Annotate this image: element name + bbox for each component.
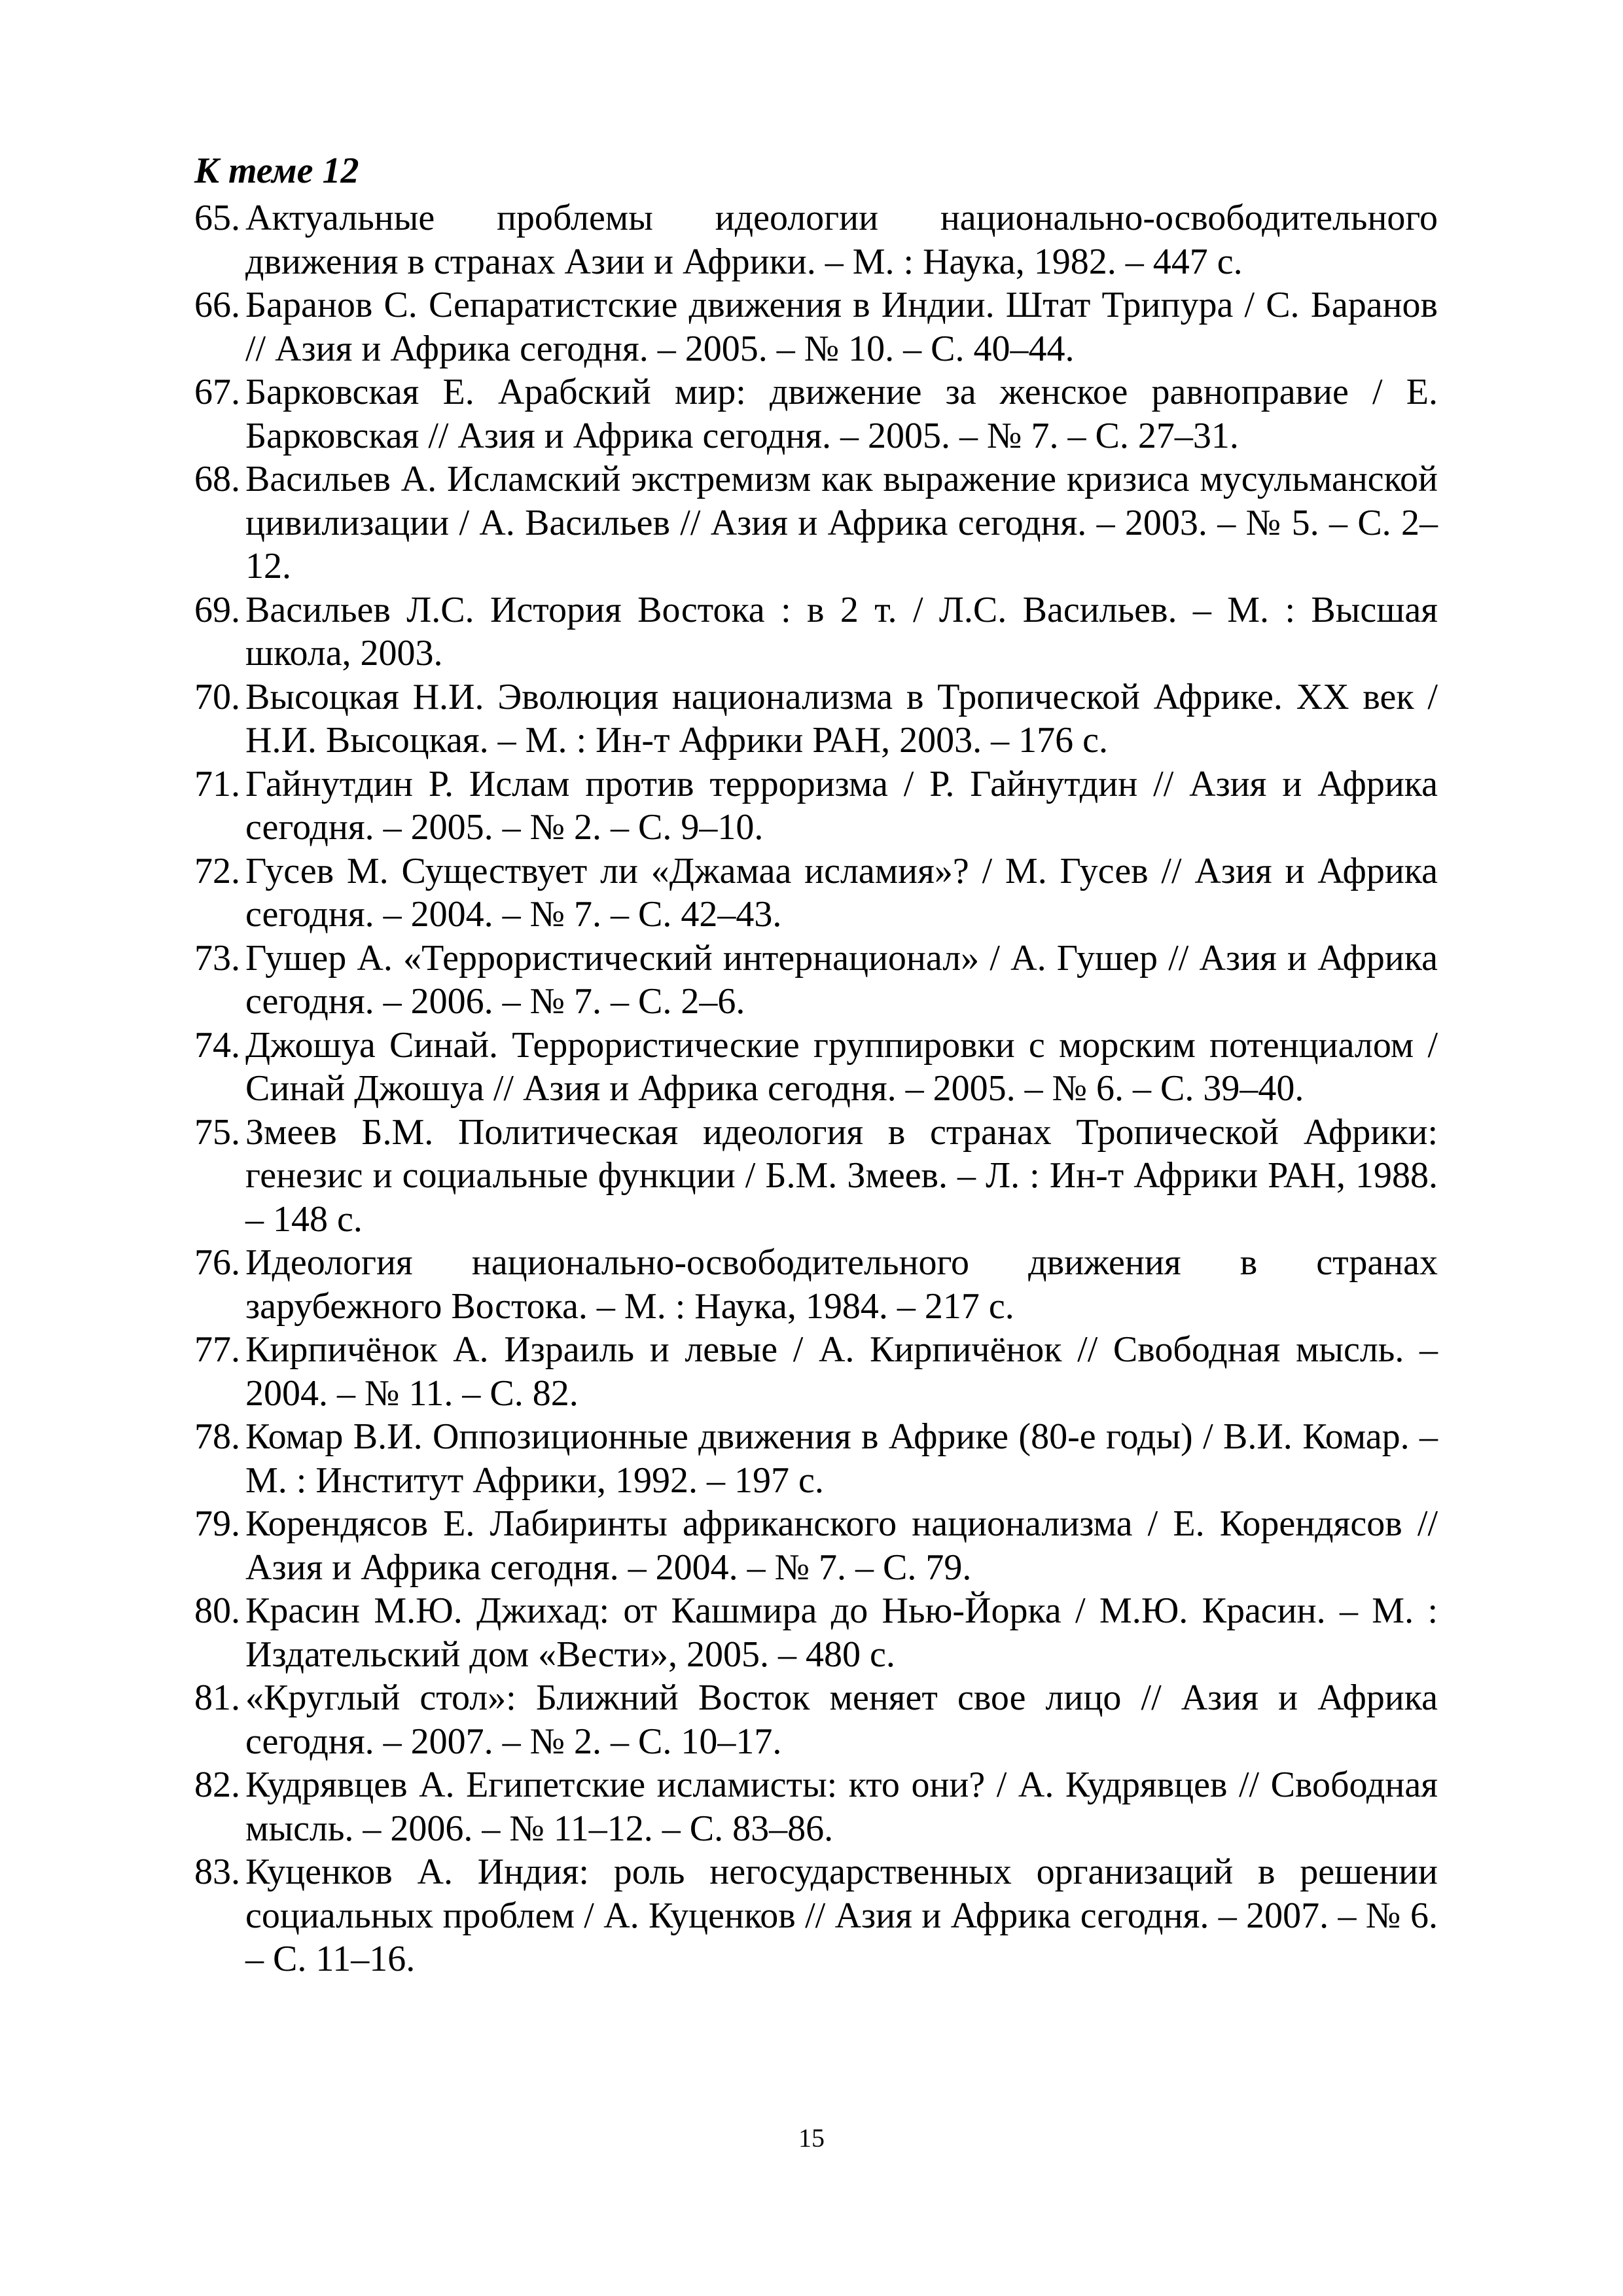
- entry-text: Барковская Е. Арабский мир: движение за женское равноправие / Е. Барковская // Азия и Африка сегодня. – 2005. – № 7. – С. 27–31.: [245, 372, 1438, 456]
- bibliography-entry: [194, 1328, 1438, 1415]
- bibliography-entry: [194, 1850, 1438, 1981]
- bibliography-entry: [194, 850, 1438, 937]
- bibliography-entry: [194, 588, 1438, 675]
- entry-number: 83.: [194, 1852, 240, 1892]
- entry-number: 65.: [194, 198, 240, 238]
- entry-number: 69.: [194, 589, 240, 630]
- entry-number: 82.: [194, 1765, 240, 1805]
- bibliography-entry: [194, 370, 1438, 457]
- entry-text: Гушер А. «Террористический интернационал» / А. Гушер // Азия и Африка сегодня. – 2006. – № 7. – С. 2–6.: [245, 937, 1438, 1022]
- entry-number: 73.: [194, 937, 240, 978]
- entry-text: Змеев Б.М. Политическая идеология в странах Тропической Африки: генезис и социальные функции / Б.М. Змеев. – Л. : Ин-т Африки РАН, 1988. – 148 с.: [245, 1111, 1438, 1240]
- entry-text: «Круглый стол»: Ближний Восток меняет свое лицо // Азия и Африка сегодня. – 2007. – № 2. – С. 10–17.: [245, 1677, 1438, 1762]
- entry-number: 75.: [194, 1111, 240, 1153]
- entry-text: Корендясов Е. Лабиринты африканского национализма / Е. Корендясов // Азия и Африка сегодня. – 2004. – № 7. – С. 79.: [245, 1503, 1438, 1588]
- entry-text: Гусев М. Существует ли «Джамаа исламия»? / М. Гусев // Азия и Африка сегодня. – 2004. – № 7. – С. 42–43.: [245, 850, 1438, 935]
- entry-text: Кирпичёнок А. Израиль и левые / А. Кирпичёнок // Свободная мысль. – 2004. – № 11. – С. 82.: [245, 1329, 1438, 1414]
- entry-number: 78.: [194, 1416, 240, 1457]
- bibliography-entry: [194, 457, 1438, 588]
- entry-text: Идеология национально-освободительного движения в странах зарубежного Востока. – М. : Наука, 1984. – 217 с.: [245, 1242, 1438, 1327]
- entry-number: 71.: [194, 763, 240, 804]
- bibliography-entry: [194, 675, 1438, 762]
- page-number: 15: [798, 2123, 825, 2153]
- bibliography-entry: [194, 1676, 1438, 1763]
- entry-text: Высоцкая Н.И. Эволюция национализма в Тропической Африке. XX век / Н.И. Высоцкая. – М. : Ин-т Африки РАН, 2003. – 176 с.: [245, 676, 1438, 761]
- bibliography-entry: [194, 1024, 1438, 1111]
- bibliography-entry: [194, 1589, 1438, 1676]
- bibliography-entry: [194, 1763, 1438, 1850]
- section-heading: К теме 12: [194, 151, 359, 191]
- entry-text: Куценков А. Индия: роль негосударственных организаций в решении социальных проблем / А. Куценков // Азия и Африка сегодня. – 2007. – № 6. – С. 11–16.: [245, 1852, 1438, 1979]
- entry-text: Кудрявцев А. Египетские исламисты: кто они? / А. Кудрявцев // Свободная мысль. – 2006. – № 11–12. – С. 83–86.: [245, 1765, 1438, 1849]
- bibliography-entry: [194, 283, 1438, 370]
- bibliography-entry: [194, 1415, 1438, 1502]
- entry-number: 67.: [194, 372, 240, 412]
- bibliography-entry: [194, 196, 1438, 283]
- entry-number: 70.: [194, 676, 240, 717]
- entry-number: 76.: [194, 1242, 240, 1283]
- entry-text: Васильев А. Исламский экстремизм как выражение кризиса мусульманской цивилизации / А. Васильев // Азия и Африка сегодня. – 2003. – № 5. – С. 2–12.: [245, 459, 1438, 586]
- entry-text: Баранов С. Сепаратистские движения в Индии. Штат Трипура / С. Баранов // Азия и Африка сегодня. – 2005. – № 10. – С. 40–44.: [245, 285, 1438, 369]
- entry-number: 66.: [194, 285, 240, 325]
- entry-text: Васильев Л.С. История Востока : в 2 т. / Л.С. Васильев. – М. : Высшая школа, 2003.: [245, 589, 1438, 673]
- entry-number: 80.: [194, 1590, 240, 1631]
- entry-text: Гайнутдин Р. Ислам против терроризма / Р. Гайнутдин // Азия и Африка сегодня. – 2005. – № 2. – С. 9–10.: [245, 763, 1438, 848]
- bibliography-entry: [194, 937, 1438, 1024]
- entry-number: 74.: [194, 1024, 240, 1066]
- entry-text: Джошуа Синай. Террористические группировки с морским потенциалом / Синай Джошуа // Азия и Африка сегодня. – 2005. – № 6. – С. 39–40.: [245, 1024, 1438, 1109]
- entry-number: 68.: [194, 459, 240, 499]
- bibliography-entry: [194, 1241, 1438, 1328]
- entry-text: Актуальные проблемы идеологии национально-освободительного движения в странах Азии и Африки. – М. : Наука, 1982. – 447 с.: [245, 198, 1438, 282]
- bibliography-entry: [194, 1111, 1438, 1242]
- bibliography-entry: [194, 1502, 1438, 1589]
- entry-number: 72.: [194, 850, 240, 891]
- entry-number: 79.: [194, 1503, 240, 1544]
- bibliography-entry: [194, 762, 1438, 850]
- entry-number: 77.: [194, 1329, 240, 1370]
- entry-text: Комар В.И. Оппозиционные движения в Африке (80-е годы) / В.И. Комар. – М. : Институт Африки, 1992. – 197 с.: [245, 1416, 1438, 1501]
- entry-text: Красин М.Ю. Джихад: от Кашмира до Нью-Йорка / М.Ю. Красин. – М. : Издательский дом «Вести», 2005. – 480 с.: [245, 1590, 1438, 1675]
- entry-number: 81.: [194, 1677, 240, 1718]
- bibliography-list: [194, 196, 1438, 1981]
